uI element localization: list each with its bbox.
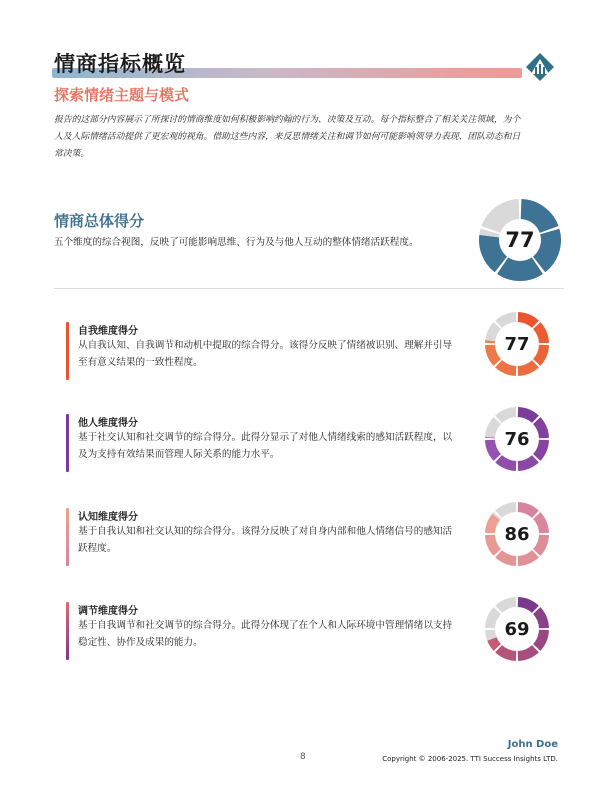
dimension-accent-bar [66,322,69,380]
dimension-title: 调节维度得分 [78,606,138,617]
dimension-self [66,322,466,380]
footer-copyright: Copyright © 2006-2025. TTI Success Insights LTD. [382,755,558,763]
section-divider [54,288,564,289]
dimension-regulation-donut [484,596,550,662]
dimension-self-donut [484,311,550,377]
dimension-self-score: 77 [504,333,530,355]
dimension-description: 基于自我调节和社交调节的综合得分。此得分体现了在个人和人际环境中管理情绪以支持稳定性、协作及成果的能力。 [78,620,453,648]
overall-score-description: 五个维度的综合视图，反映了可能影响思维、行为及与他人互动的整体情绪活跃程度。 [54,237,419,248]
intro-paragraph: 报告的这部分内容展示了所探讨的情商维度如何积极影响约翰的行为、决策及互动。每个指标整合了相关关注领域，为个人及人际情绪活动提供了更宏观的视角。借助这些内容，来反思情绪关注和调节如何可能影响领导力表现、团队动态和日常决策。 [54,115,521,159]
dimension-others [66,414,466,472]
dimension-description: 从自我认知、自我调节和动机中提取的综合得分。该得分反映了情绪被识别、理解并引导至有意义结果的一致性程度。 [78,340,453,368]
page-title: 情商指标概览 [54,52,186,76]
dimension-awareness-donut [484,501,550,567]
triangle-logo-icon [525,52,555,82]
page-subtitle: 探索情绪主题与模式 [54,86,190,104]
dimension-accent-bar [66,414,69,472]
dimension-others-score: 76 [504,428,530,450]
dimension-regulation [66,602,466,660]
overall-score-title: 情商总体得分 [54,212,145,230]
dimension-title: 自我维度得分 [78,326,138,337]
dimension-title: 他人维度得分 [78,418,138,429]
overall-score-donut [478,198,562,282]
dimension-regulation-score: 69 [504,618,530,640]
dimension-awareness-score: 86 [504,523,530,545]
dimension-description: 基于社交认知和社交调节的综合得分。此得分显示了对他人情绪线索的感知活跃程度，以及为支持有效结果而管理人际关系的能力水平。 [78,432,453,460]
page-number: 8 [300,752,306,762]
dimension-others-donut [484,406,550,472]
footer-name: John Doe [507,739,558,750]
dimension-title: 认知维度得分 [78,512,138,523]
dimension-awareness [66,508,466,566]
dimension-description: 基于自我认知和社交认知的综合得分。该得分反映了对自身内部和他人情绪信号的感知活跃程度。 [78,526,453,554]
dimension-accent-bar [66,602,69,660]
overall-score-value: 77 [505,228,535,252]
dimension-accent-bar [66,508,69,566]
